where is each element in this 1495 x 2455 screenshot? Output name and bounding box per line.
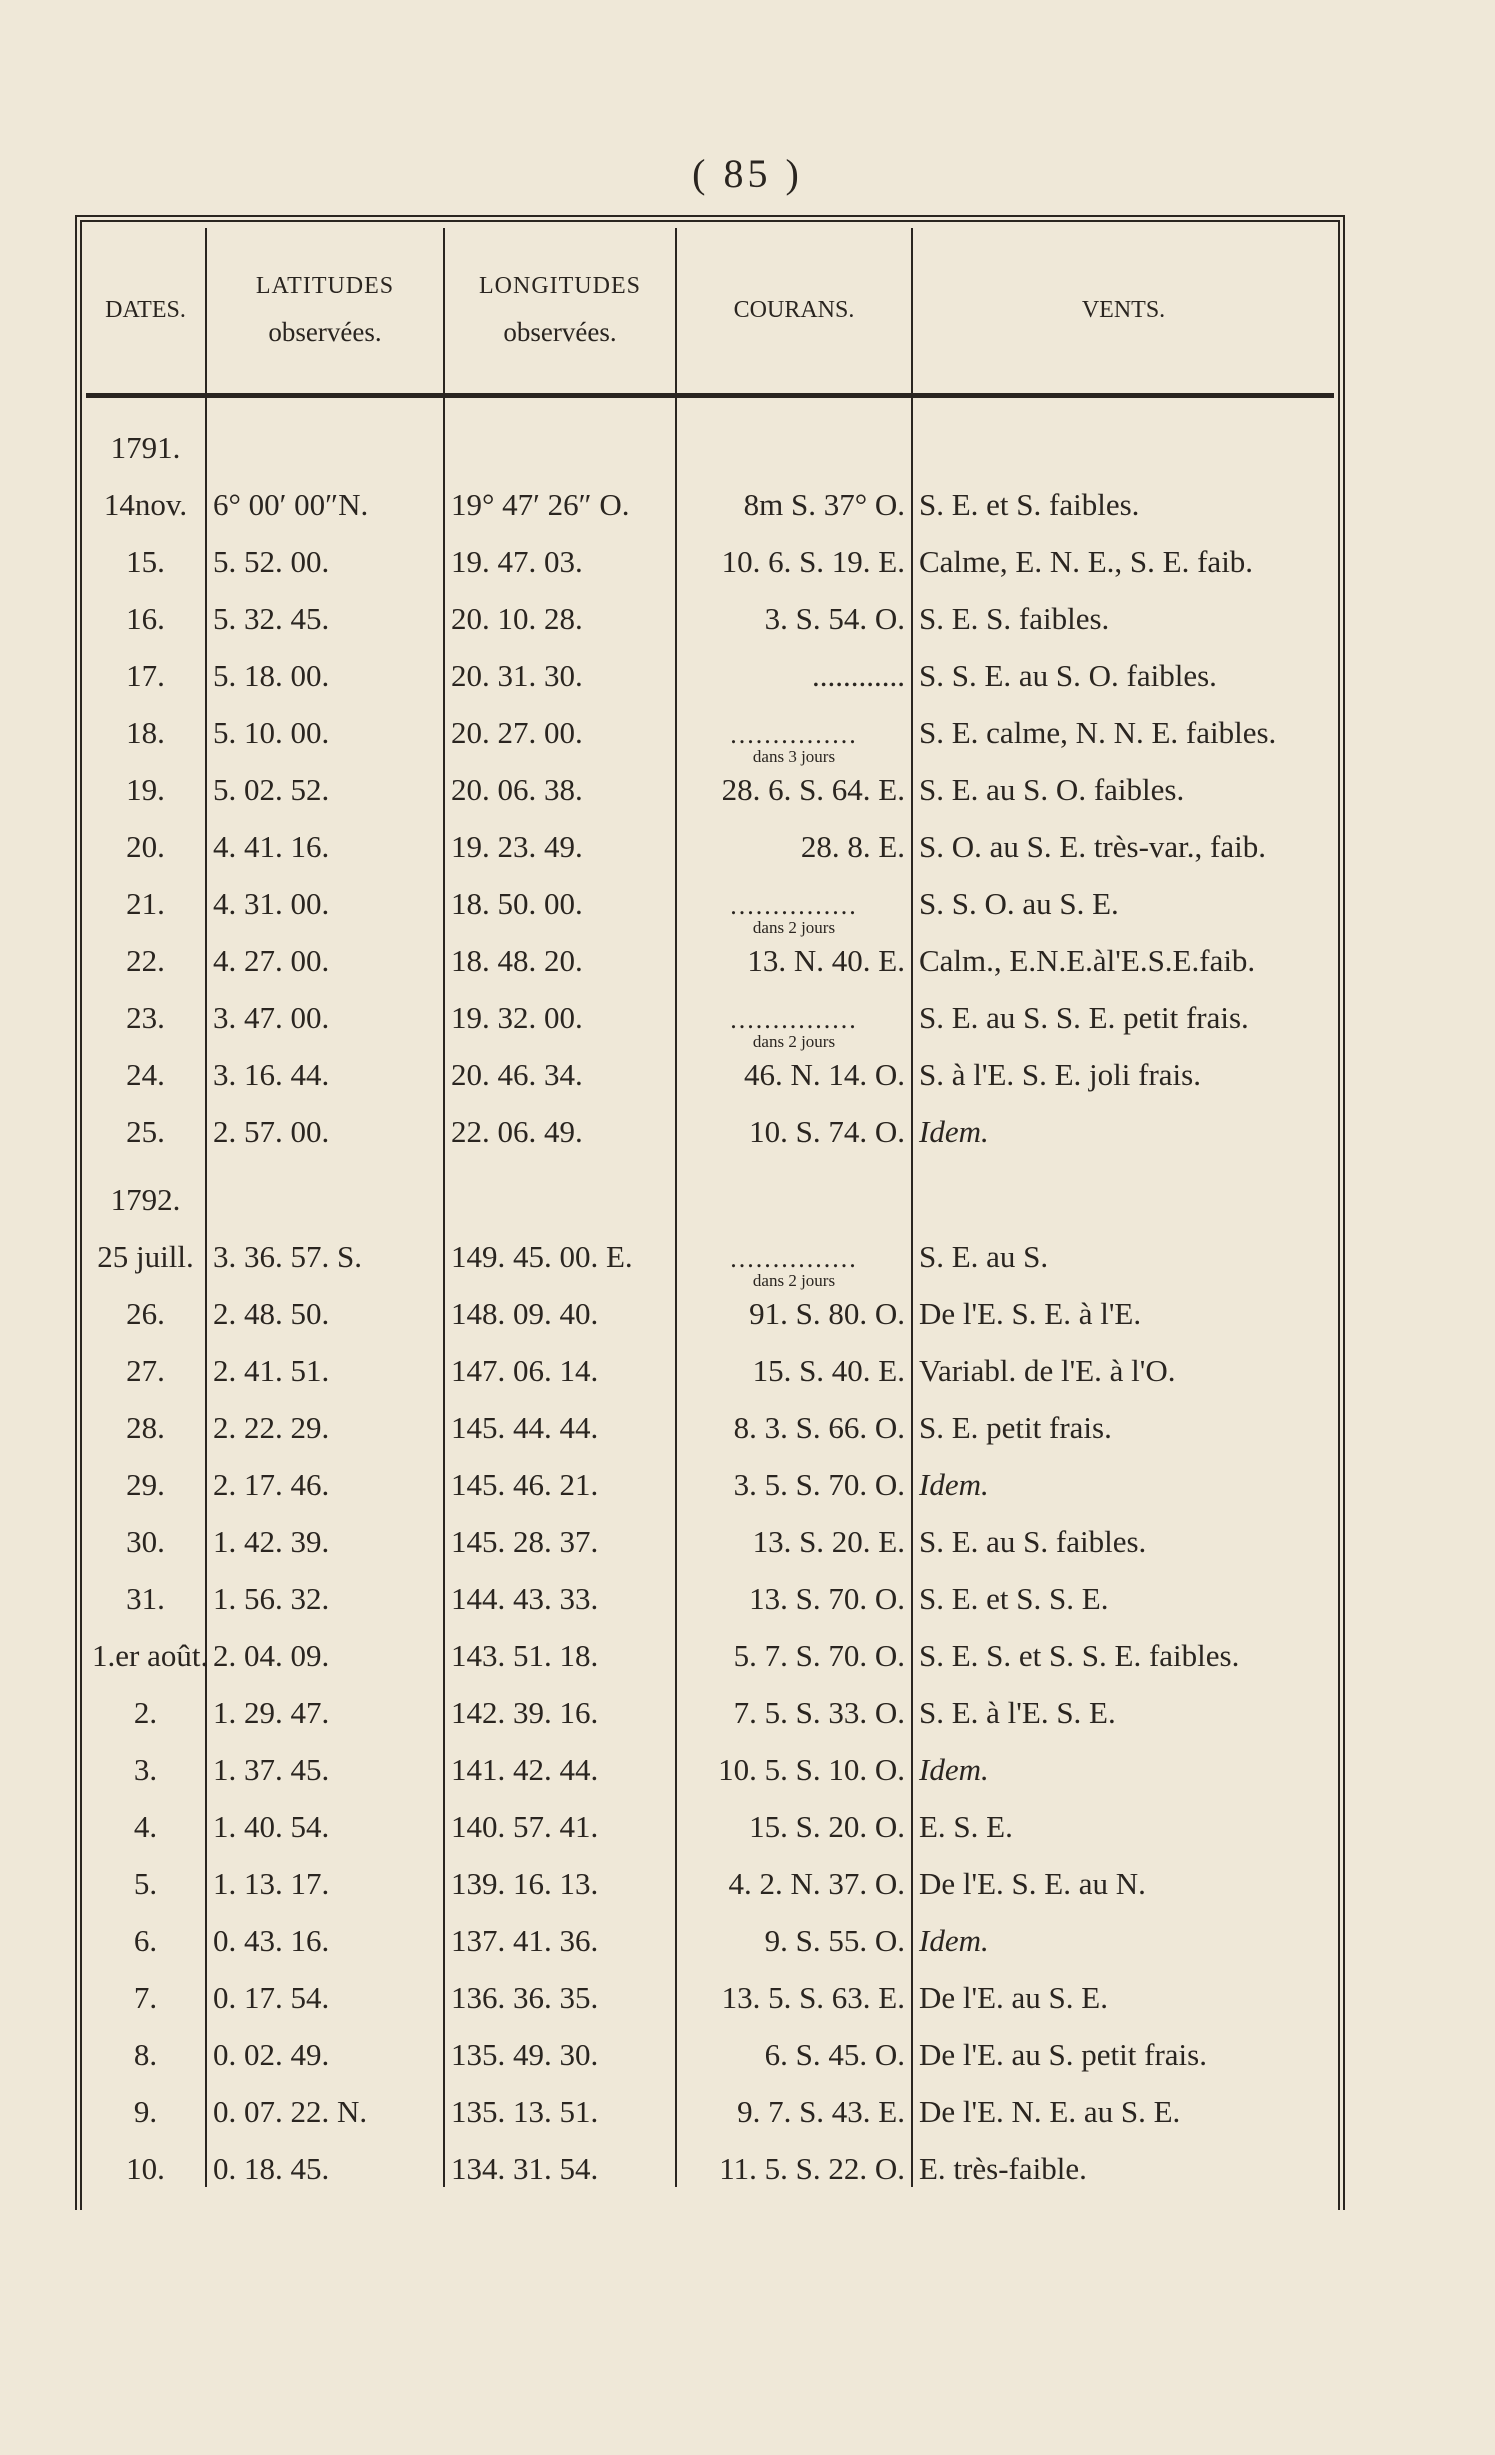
latitude-cell: 1. 42. 39. xyxy=(206,1503,444,1560)
current-note: dans 3 jours xyxy=(752,747,836,766)
longitude-cell: 145. 28. 37. xyxy=(444,1503,676,1560)
table-row xyxy=(86,1503,1334,1560)
table-row xyxy=(86,523,1334,580)
longitude-cell: 19. 32. 00. xyxy=(444,979,676,1036)
header-longitudes-label: LONGITUDES xyxy=(479,272,641,299)
current-cell: 5. 7. S. 70. O. xyxy=(676,1617,912,1674)
current-dots: ............... xyxy=(730,1005,858,1034)
date-cell: 17. xyxy=(86,637,206,694)
wind-cell: Idem. xyxy=(919,1923,989,1958)
latitude-cell: 3. 16. 44. xyxy=(206,1036,444,1093)
table-row xyxy=(86,1617,1334,1674)
date-cell: 27. xyxy=(86,1332,206,1389)
current-cell xyxy=(676,694,912,766)
longitude-cell: 20. 10. 28. xyxy=(444,580,676,637)
header-latitudes-label: LATITUDES xyxy=(255,272,395,299)
latitude-cell: 0. 02. 49. xyxy=(206,2016,444,2073)
current-cell: ............ xyxy=(676,637,912,694)
table-header xyxy=(86,228,1334,396)
header-dates-label: DATES. xyxy=(105,296,186,323)
longitude-cell: 135. 49. 30. xyxy=(444,2016,676,2073)
header-courans xyxy=(676,228,912,396)
table-row xyxy=(86,1389,1334,1446)
date-cell: 8. xyxy=(86,2016,206,2073)
header-vents xyxy=(912,228,1334,396)
longitude-cell: 141. 42. 44. xyxy=(444,1731,676,1788)
latitude-cell: 5. 32. 45. xyxy=(206,580,444,637)
longitude-cell: 136. 36. 35. xyxy=(444,1959,676,2016)
current-cell: 10. 5. S. 10. O. xyxy=(676,1731,912,1788)
latitude-cell: 5. 10. 00. xyxy=(206,694,444,751)
date-cell: 26. xyxy=(86,1275,206,1332)
latitude-cell: 4. 41. 16. xyxy=(206,808,444,865)
year-label: 1792. xyxy=(86,1168,206,1218)
header-courans-label: COURANS. xyxy=(733,296,855,323)
wind-cell: Variabl. de l'E. à l'O. xyxy=(919,1353,1176,1388)
longitude-cell: 20. 46. 34. xyxy=(444,1036,676,1093)
latitude-cell: 0. 43. 16. xyxy=(206,1902,444,1959)
longitude-cell: 139. 16. 13. xyxy=(444,1845,676,1902)
date-cell: 25 juill. xyxy=(86,1218,206,1275)
latitude-cell: 4. 31. 00. xyxy=(206,865,444,922)
longitude-cell: 20. 31. 30. xyxy=(444,637,676,694)
wind-cell: S. S. E. au S. O. faibles. xyxy=(919,658,1217,693)
table-row xyxy=(86,1446,1334,1503)
table-row xyxy=(86,1845,1334,1902)
latitude-cell: 1. 13. 17. xyxy=(206,1845,444,1902)
current-cell xyxy=(676,979,912,1051)
latitude-cell: 3. 47. 00. xyxy=(206,979,444,1036)
longitude-cell: 19. 23. 49. xyxy=(444,808,676,865)
table-row xyxy=(86,1674,1334,1731)
current-cell: 4. 2. N. 37. O. xyxy=(676,1845,912,1902)
longitude-cell: 135. 13. 51. xyxy=(444,2073,676,2130)
wind-cell: Calm., E.N.E.àl'E.S.E.faib. xyxy=(919,943,1256,978)
year-row-1792 xyxy=(86,1168,1334,1218)
wind-cell: S. E. au S. xyxy=(919,1239,1049,1274)
wind-cell: Calme, E. N. E., S. E. faib. xyxy=(919,544,1254,579)
latitude-cell: 5. 52. 00. xyxy=(206,523,444,580)
wind-cell: E. S. E. xyxy=(919,1809,1013,1844)
header-longitudes xyxy=(444,228,676,396)
wind-cell: S. à l'E. S. E. joli frais. xyxy=(919,1057,1201,1092)
table-row xyxy=(86,2130,1334,2187)
current-cell: 15. S. 20. O. xyxy=(676,1788,912,1845)
longitude-cell: 142. 39. 16. xyxy=(444,1674,676,1731)
current-cell: 10. S. 74. O. xyxy=(676,1093,912,1150)
latitude-cell: 2. 41. 51. xyxy=(206,1332,444,1389)
date-cell: 3. xyxy=(86,1731,206,1788)
wind-cell: S. E. S. faibles. xyxy=(919,601,1110,636)
table-row xyxy=(86,637,1334,694)
header-vents-label: VENTS. xyxy=(1081,296,1166,323)
header-dates xyxy=(86,228,206,396)
table-row xyxy=(86,979,1334,1036)
wind-cell: S. E. petit frais. xyxy=(919,1410,1112,1445)
longitude-cell: 22. 06. 49. xyxy=(444,1093,676,1150)
wind-cell: De l'E. au S. petit frais. xyxy=(919,2037,1207,2072)
spacer-row xyxy=(86,1150,1334,1168)
wind-cell: S. E. au S. faibles. xyxy=(919,1524,1147,1559)
wind-cell: S. E. à l'E. S. E. xyxy=(919,1695,1116,1730)
table-row xyxy=(86,1902,1334,1959)
date-cell: 19. xyxy=(86,751,206,808)
date-cell: 5. xyxy=(86,1845,206,1902)
table-row xyxy=(86,580,1334,637)
spacer-row xyxy=(86,396,1334,417)
longitude-cell: 143. 51. 18. xyxy=(444,1617,676,1674)
table-row xyxy=(86,1332,1334,1389)
latitude-cell: 0. 18. 45. xyxy=(206,2130,444,2187)
date-cell: 16. xyxy=(86,580,206,637)
wind-cell: S. E. au S. O. faibles. xyxy=(919,772,1185,807)
date-cell: 9. xyxy=(86,2073,206,2130)
current-cell: 9. 7. S. 43. E. xyxy=(676,2073,912,2130)
date-cell: 18. xyxy=(86,694,206,751)
wind-cell: De l'E. N. E. au S. E. xyxy=(919,2094,1181,2129)
wind-cell: Idem. xyxy=(919,1752,989,1787)
table-row xyxy=(86,1959,1334,2016)
date-cell: 20. xyxy=(86,808,206,865)
year-row-1791 xyxy=(86,416,1334,466)
date-cell: 15. xyxy=(86,523,206,580)
current-cell: 13. N. 40. E. xyxy=(676,922,912,979)
date-cell: 25. xyxy=(86,1093,206,1150)
table-row xyxy=(86,1218,1334,1275)
current-note: dans 2 jours xyxy=(752,1032,836,1051)
table-row xyxy=(86,1560,1334,1617)
longitude-cell: 19. 47. 03. xyxy=(444,523,676,580)
current-cell: 28. 6. S. 64. E. xyxy=(676,751,912,808)
current-note: dans 2 jours xyxy=(752,918,836,937)
current-cell: 3. S. 54. O. xyxy=(676,580,912,637)
current-cell: 10. 6. S. 19. E. xyxy=(676,523,912,580)
date-cell: 2. xyxy=(86,1674,206,1731)
date-cell: 28. xyxy=(86,1389,206,1446)
date-cell: 29. xyxy=(86,1446,206,1503)
longitude-cell: 20. 06. 38. xyxy=(444,751,676,808)
current-cell: 91. S. 80. O. xyxy=(676,1275,912,1332)
current-cell: 8m S. 37° O. xyxy=(676,466,912,523)
current-dots: ............... xyxy=(730,720,858,749)
longitude-cell: 144. 43. 33. xyxy=(444,1560,676,1617)
header-latitudes xyxy=(206,228,444,396)
table-row xyxy=(86,466,1334,523)
latitude-cell: 2. 22. 29. xyxy=(206,1389,444,1446)
current-cell: 28. 8. E. xyxy=(676,808,912,865)
table-row xyxy=(86,1036,1334,1093)
table-row xyxy=(86,751,1334,808)
table-row xyxy=(86,1093,1334,1150)
wind-cell: S. E. au S. S. E. petit frais. xyxy=(919,1000,1249,1035)
table-row xyxy=(86,808,1334,865)
longitude-cell: 18. 50. 00. xyxy=(444,865,676,922)
latitude-cell: 3. 36. 57. S. xyxy=(206,1218,444,1275)
wind-cell: S. E. calme, N. N. E. faibles. xyxy=(919,715,1277,750)
current-cell: 7. 5. S. 33. O. xyxy=(676,1674,912,1731)
date-cell: 14nov. xyxy=(86,466,206,523)
wind-cell: S. E. S. et S. S. E. faibles. xyxy=(919,1638,1240,1673)
date-cell: 23. xyxy=(86,979,206,1036)
latitude-cell: 1. 37. 45. xyxy=(206,1731,444,1788)
current-cell: 11. 5. S. 22. O. xyxy=(676,2130,912,2187)
latitude-cell: 4. 27. 00. xyxy=(206,922,444,979)
wind-cell: De l'E. S. E. au N. xyxy=(919,1866,1146,1901)
latitude-cell: 2. 57. 00. xyxy=(206,1093,444,1150)
current-cell: 13. S. 20. E. xyxy=(676,1503,912,1560)
longitude-cell: 134. 31. 54. xyxy=(444,2130,676,2187)
wind-cell: E. très-faible. xyxy=(919,2151,1087,2186)
table-row xyxy=(86,1788,1334,1845)
longitude-cell: 137. 41. 36. xyxy=(444,1902,676,1959)
date-cell: 31. xyxy=(86,1560,206,1617)
latitude-cell: 6° 00′ 00″N. xyxy=(206,466,444,523)
current-dots: ............... xyxy=(730,1244,858,1273)
table-row xyxy=(86,2073,1334,2130)
latitude-cell: 2. 48. 50. xyxy=(206,1275,444,1332)
latitude-cell: 0. 17. 54. xyxy=(206,1959,444,2016)
latitude-cell: 1. 56. 32. xyxy=(206,1560,444,1617)
latitude-cell: 2. 04. 09. xyxy=(206,1617,444,1674)
longitude-cell: 145. 44. 44. xyxy=(444,1389,676,1446)
date-cell: 24. xyxy=(86,1036,206,1093)
wind-cell: S. E. et S. faibles. xyxy=(919,487,1140,522)
page-number: ( 85 ) xyxy=(692,151,803,196)
wind-cell: De l'E. S. E. à l'E. xyxy=(919,1296,1142,1331)
table-row xyxy=(86,694,1334,751)
table-row xyxy=(86,1275,1334,1332)
latitude-cell: 1. 40. 54. xyxy=(206,1788,444,1845)
current-dots: ............... xyxy=(730,891,858,920)
table-row xyxy=(86,922,1334,979)
current-note: dans 2 jours xyxy=(752,1271,836,1290)
longitude-cell: 19° 47′ 26″ O. xyxy=(444,466,676,523)
latitude-cell: 1. 29. 47. xyxy=(206,1674,444,1731)
current-cell: 8. 3. S. 66. O. xyxy=(676,1389,912,1446)
wind-cell: Idem. xyxy=(919,1114,989,1149)
wind-cell: S. E. et S. S. E. xyxy=(919,1581,1109,1616)
navigation-log-table xyxy=(86,228,1334,2187)
header-longitudes-sub: observées. xyxy=(503,316,617,347)
longitude-cell: 145. 46. 21. xyxy=(444,1446,676,1503)
current-cell: 3. 5. S. 70. O. xyxy=(676,1446,912,1503)
date-cell: 22. xyxy=(86,922,206,979)
longitude-cell: 140. 57. 41. xyxy=(444,1788,676,1845)
latitude-cell: 0. 07. 22. N. xyxy=(206,2073,444,2130)
header-latitudes-sub: observées. xyxy=(268,316,382,347)
date-cell: 30. xyxy=(86,1503,206,1560)
date-cell: 1.er août. xyxy=(86,1617,206,1674)
current-cell xyxy=(676,1218,912,1290)
table-row xyxy=(86,1731,1334,1788)
date-cell: 21. xyxy=(86,865,206,922)
latitude-cell: 5. 18. 00. xyxy=(206,637,444,694)
table-body xyxy=(86,396,1334,2188)
longitude-cell: 149. 45. 00. E. xyxy=(444,1218,676,1275)
current-cell: 6. S. 45. O. xyxy=(676,2016,912,2073)
current-cell: 46. N. 14. O. xyxy=(676,1036,912,1093)
current-cell: 13. S. 70. O. xyxy=(676,1560,912,1617)
wind-cell: S. S. O. au S. E. xyxy=(919,886,1119,921)
longitude-cell: 18. 48. 20. xyxy=(444,922,676,979)
date-cell: 4. xyxy=(86,1788,206,1845)
year-label: 1791. xyxy=(86,416,206,466)
date-cell: 10. xyxy=(86,2130,206,2187)
table-row xyxy=(86,2016,1334,2073)
wind-cell: S. O. au S. E. très-var., faib. xyxy=(919,829,1266,864)
date-cell: 7. xyxy=(86,1959,206,2016)
longitude-cell: 20. 27. 00. xyxy=(444,694,676,751)
latitude-cell: 2. 17. 46. xyxy=(206,1446,444,1503)
current-cell xyxy=(676,865,912,937)
table-row xyxy=(86,865,1334,922)
current-cell: 9. S. 55. O. xyxy=(676,1902,912,1959)
current-cell: 15. S. 40. E. xyxy=(676,1332,912,1389)
current-cell: 13. 5. S. 63. E. xyxy=(676,1959,912,2016)
wind-cell: Idem. xyxy=(919,1467,989,1502)
latitude-cell: 5. 02. 52. xyxy=(206,751,444,808)
longitude-cell: 148. 09. 40. xyxy=(444,1275,676,1332)
date-cell: 6. xyxy=(86,1902,206,1959)
longitude-cell: 147. 06. 14. xyxy=(444,1332,676,1389)
wind-cell: De l'E. au S. E. xyxy=(919,1980,1108,2015)
